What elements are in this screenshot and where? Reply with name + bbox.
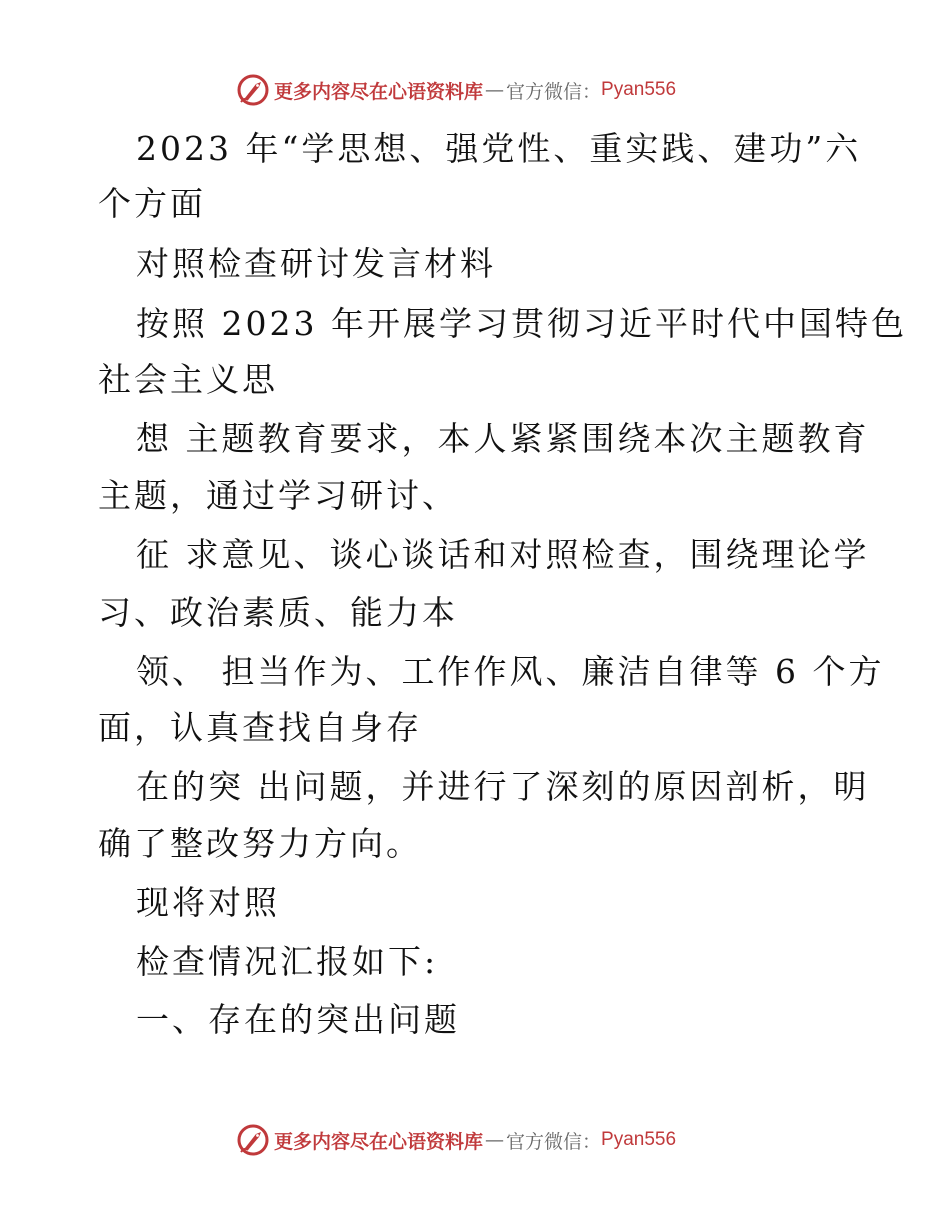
watermark-text: 更多内容尽在心语资料库 bbox=[274, 80, 484, 103]
watermark-wechat-id: Pyan556 bbox=[601, 79, 677, 100]
watermark-official-label: 官方微信： bbox=[506, 80, 602, 103]
paragraph-line: 社会主义思 bbox=[98, 360, 278, 399]
paragraph-line: 习、政治素质、能力本 bbox=[98, 593, 458, 632]
watermark-separator: — bbox=[485, 79, 505, 101]
paragraph-line: 确了整改努力方向。 bbox=[98, 824, 422, 863]
paragraph-line: 领、 担当作为、工作作风、廉洁自律等 6 个方 bbox=[136, 652, 885, 691]
watermark-official-label: 官方微信： bbox=[506, 1130, 602, 1153]
footer-watermark bbox=[236, 1122, 676, 1158]
section-heading: 一、存在的突出问题 bbox=[136, 1000, 460, 1039]
paragraph-line: 在的突 出问题，并进行了深刻的原因剖析，明 bbox=[136, 767, 870, 806]
paragraph-line: 征 求意见、谈心谈话和对照检查，围绕理论学 bbox=[136, 535, 870, 574]
pen-nib-logo-icon bbox=[236, 1123, 270, 1157]
paragraph-line: 按照 2023 年开展学习贯彻习近平时代中国特色 bbox=[136, 304, 907, 343]
header-watermark bbox=[236, 72, 676, 108]
paragraph-line: 现将对照 bbox=[136, 883, 280, 922]
watermark-text: 更多内容尽在心语资料库 bbox=[274, 1130, 484, 1153]
paragraph-line: 检查情况汇报如下: bbox=[136, 942, 439, 981]
doc-title-line-2: 个方面 bbox=[98, 184, 206, 223]
watermark-wechat-id: Pyan556 bbox=[601, 1129, 677, 1150]
paragraph-line: 主题，通过学习研讨、 bbox=[98, 476, 458, 515]
doc-title-line-1: 2023 年“学思想、强党性、重实践、建功”六 bbox=[136, 129, 862, 168]
watermark-separator: — bbox=[485, 1129, 505, 1151]
paragraph-line: 面，认真查找自身存 bbox=[98, 708, 422, 747]
pen-nib-logo-icon bbox=[236, 73, 270, 107]
paragraph-line: 想 主题教育要求，本人紧紧围绕本次主题教育 bbox=[136, 419, 870, 458]
doc-subtitle: 对照检查研讨发言材料 bbox=[136, 244, 496, 283]
